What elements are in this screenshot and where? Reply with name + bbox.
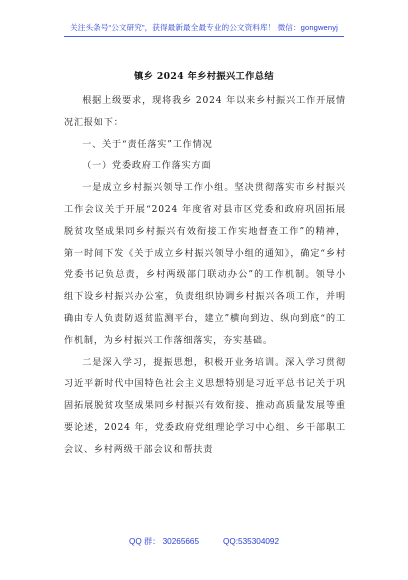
body-paragraph-2: 二是深入学习，提振思想，积极开业务培训。深入学习贯彻习近平新时代中国特色社会主义思想特别是习近平总书记关于巩固拓展脱贫攻坚成果同乡村振兴有效衔接、推动高质量发展等重要论述，2024 年，党委政府党组理论学习中心组、乡干部职工会议、乡村两级干部会议和帮扶责: [64, 357, 346, 455]
footer-qq-number: QQ:535304092: [223, 537, 280, 546]
document-title: 镇乡 2024 年乡村振兴工作总结: [134, 71, 274, 82]
header-divider: [64, 36, 344, 37]
subsection-heading-1: （一）党委政府工作落实方面: [82, 161, 212, 172]
header-banner: 关注头条号“公文研究”，获得最新最全最专业的公文资料库！ 微信：gongwenyj: [70, 23, 338, 32]
page-footer: [0, 536, 408, 547]
body-paragraph-1: 一是成立乡村振兴领导工作小组。坚决贯彻落实市乡村振兴工作会议关于开展“2024 年度省对县市区党委和政府巩固拓展脱贫攻坚成果同乡村振兴有效衔接工作实地督查工作”的精神，第一时间下发《关于成立乡村振兴领导小组的通知》，确定“乡村党委书记负总责，乡村两级部门联动办公”的工作机制。领导小组下设乡村振兴办公室，负责组织协调乡村振兴各项工作，并明确由专人负责防返贫监测平台，建立”横向到边、纵向到底“的工作机制，为乡村振兴工作落细落实，夯实基础。: [64, 183, 346, 346]
section-heading-1: 一、关于“责任落实”工作情况: [82, 139, 213, 150]
document-body: [64, 91, 346, 462]
intro-paragraph: 根据上级要求，现将我乡 2024 年以来乡村振兴工作开展情况汇报如下：: [64, 96, 346, 128]
footer-qq-group: QQ 群： 30265665: [128, 537, 200, 546]
